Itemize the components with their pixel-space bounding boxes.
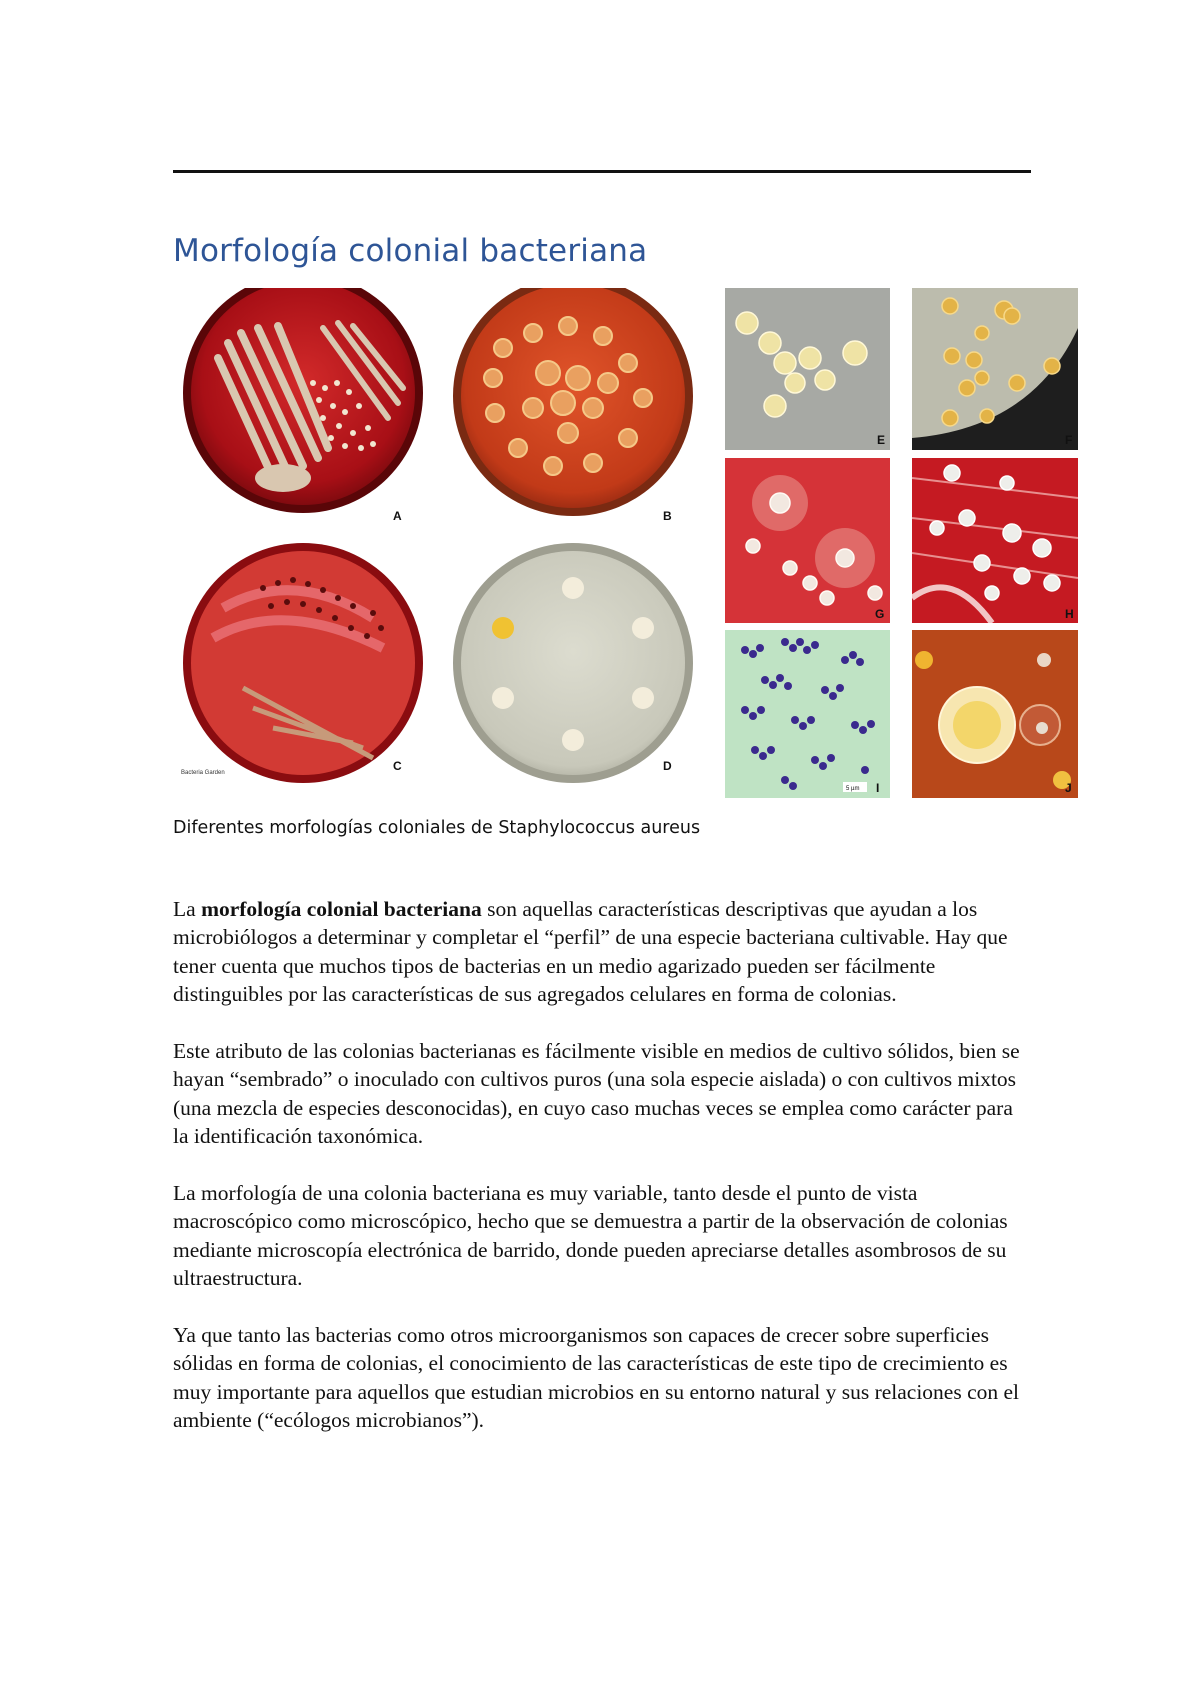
panel-label-j: J [1065,781,1072,795]
panel-j [912,630,1078,798]
paragraph-1-rest: son aquellas características descriptivas que ayudan a los microbiólogos a determinar y completar el “perfil” de una especie bacteriana cultivable. Hay que tener cuenta que muchos tipos de bacterias en un medio agarizado pueden ser fácilmente distinguibles por las características de sus agregados celulares en forma de colonias. [173,897,1008,1007]
body-text [173,895,1033,1463]
plate-c-agar [191,551,415,775]
panel-e [725,288,890,450]
paragraph-3: La morfología de una colonia bacteriana es muy variable, tanto desde el punto de vista macroscópico como microscópico, hecho que se demuestra a partir de la observación de colonias mediante microscopía electrónica de barrido, donde pueden apreciarse detalles asombrosos de su ultraestructura. [173,1181,1008,1291]
panel-label-h: H [1065,607,1074,621]
header-rule [173,170,1031,173]
panel-g [725,458,890,623]
plate-b [453,288,693,523]
paragraph-2: Este atributo de las colonias bacterianas es fácilmente visible en medios de cultivo sólidos, bien se hayan “sembrado” o inoculado con cultivos puros (una sola especie aislada) o con cultivos mixtos (una mezcla de especies desconocidas), en cuyo caso muchas veces se emplea como carácter para la identificación taxonómica. [173,1039,1020,1149]
panel-label-f: F [1065,433,1073,447]
figure-staphylococcus-plates [173,288,1105,808]
panel-label-a: A [393,509,402,523]
paragraph-4: Ya que tanto las bacterias como otros microorganismos son capaces de crecer sobre superficies sólidas en forma de colonias, el conocimiento de las características de este tipo de crecimiento es muy importante para aquellos que estudian microbios en su entorno natural y sus relaciones con el ambiente (“ecólogos microbianos”). [173,1323,1020,1433]
plate-a-credit: Bacteria Garden [181,770,225,776]
panel-h [912,458,1078,623]
figure-caption: Diferentes morfologías coloniales de Staphylococcus aureus [173,818,701,838]
panel-label-i: I [876,781,880,795]
panel-i [725,630,890,798]
paragraph-1-bold-term: morfología colonial bacteriana [201,897,482,921]
page-title: Morfología colonial bacteriana [173,233,648,269]
petri-dishes-grid [173,288,713,808]
panel-label-b: B [663,509,672,523]
panel-f [912,288,1078,450]
panel-label-e: E [877,433,886,447]
plate-d [453,543,693,783]
panel-label-d: D [663,759,672,773]
plate-a [183,288,423,523]
paragraph-1-intro: La [173,897,202,921]
plate-c [181,543,423,783]
scale-bar-label: 5 µm [846,786,860,792]
panel-label-g: G [875,607,885,621]
paragraph-1 [173,895,1033,1009]
panel-label-c: C [393,759,402,773]
